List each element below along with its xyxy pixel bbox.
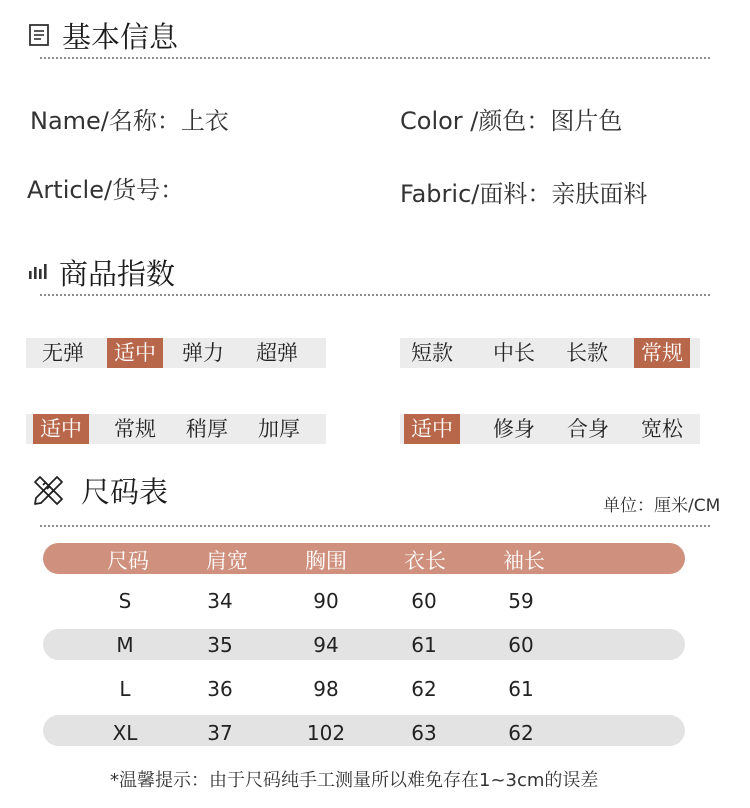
option-2: 合身 — [567, 417, 609, 441]
table-cell: 62 — [411, 677, 437, 701]
length-scale — [400, 338, 700, 368]
bar-chart-icon — [29, 262, 48, 283]
table-cell: 90 — [313, 589, 339, 613]
option-1: 修身 — [493, 417, 535, 441]
product-index-title: 商品指数 — [59, 257, 176, 291]
table-cell: 63 — [411, 721, 437, 745]
table-cell: 34 — [207, 589, 233, 613]
unit-label: 单位：厘米/CM — [603, 496, 721, 516]
measurement-note: *温馨提示：由于尺码纯手工测量所以难免存在1~3cm的误差 — [110, 770, 599, 791]
color-field: Color /颜色：图片色 — [400, 107, 623, 135]
divider — [40, 57, 710, 59]
divider — [40, 525, 710, 527]
basic-info-title: 基本信息 — [62, 20, 179, 54]
table-cell: 102 — [306, 721, 346, 745]
option-2: 长款 — [566, 341, 608, 365]
fabric-field: Fabric/面料：亲肤面料 — [400, 180, 648, 208]
option-2: 弹力 — [182, 341, 224, 365]
table-cell: 61 — [508, 677, 534, 701]
header-size: 尺码 — [107, 549, 149, 573]
document-icon — [29, 24, 49, 50]
option-3: 超弹 — [256, 341, 298, 365]
option-2: 稍厚 — [186, 417, 228, 441]
table-cell: L — [119, 677, 131, 701]
option-3: 宽松 — [641, 417, 683, 441]
table-cell: 35 — [207, 633, 233, 657]
option-1: 常规 — [114, 417, 156, 441]
table-cell: 98 — [313, 677, 339, 701]
table-cell: 62 — [508, 721, 534, 745]
option-selected: 适中 — [33, 414, 89, 444]
option-0: 短款 — [411, 341, 453, 365]
option-selected: 适中 — [107, 338, 163, 368]
option-3: 加厚 — [258, 417, 300, 441]
table-cell: 94 — [313, 633, 339, 657]
table-cell: 37 — [207, 721, 233, 745]
table-cell: 59 — [508, 589, 534, 613]
thickness-scale — [26, 414, 326, 444]
size-chart-title: 尺码表 — [81, 475, 169, 509]
header-shoulder: 肩宽 — [206, 549, 248, 573]
table-cell: XL — [112, 721, 138, 745]
ruler-pencil-icon — [32, 474, 65, 510]
option-1: 中长 — [493, 341, 535, 365]
table-cell: 61 — [411, 633, 437, 657]
table-cell: 60 — [411, 589, 437, 613]
name-field: Name/名称：上衣 — [30, 107, 229, 135]
option-selected: 常规 — [634, 338, 690, 368]
table-cell: M — [116, 633, 134, 657]
header-length: 衣长 — [404, 549, 446, 573]
divider — [40, 294, 710, 296]
article-field: Article/货号： — [27, 176, 185, 204]
fit-scale — [400, 414, 700, 444]
option-0: 无弹 — [42, 341, 84, 365]
elasticity-scale — [26, 338, 326, 368]
option-selected: 适中 — [404, 414, 460, 444]
header-chest: 胸围 — [305, 549, 347, 573]
header-sleeve: 袖长 — [503, 549, 545, 573]
table-cell: S — [118, 589, 132, 613]
table-cell: 36 — [207, 677, 233, 701]
table-cell: 60 — [508, 633, 534, 657]
